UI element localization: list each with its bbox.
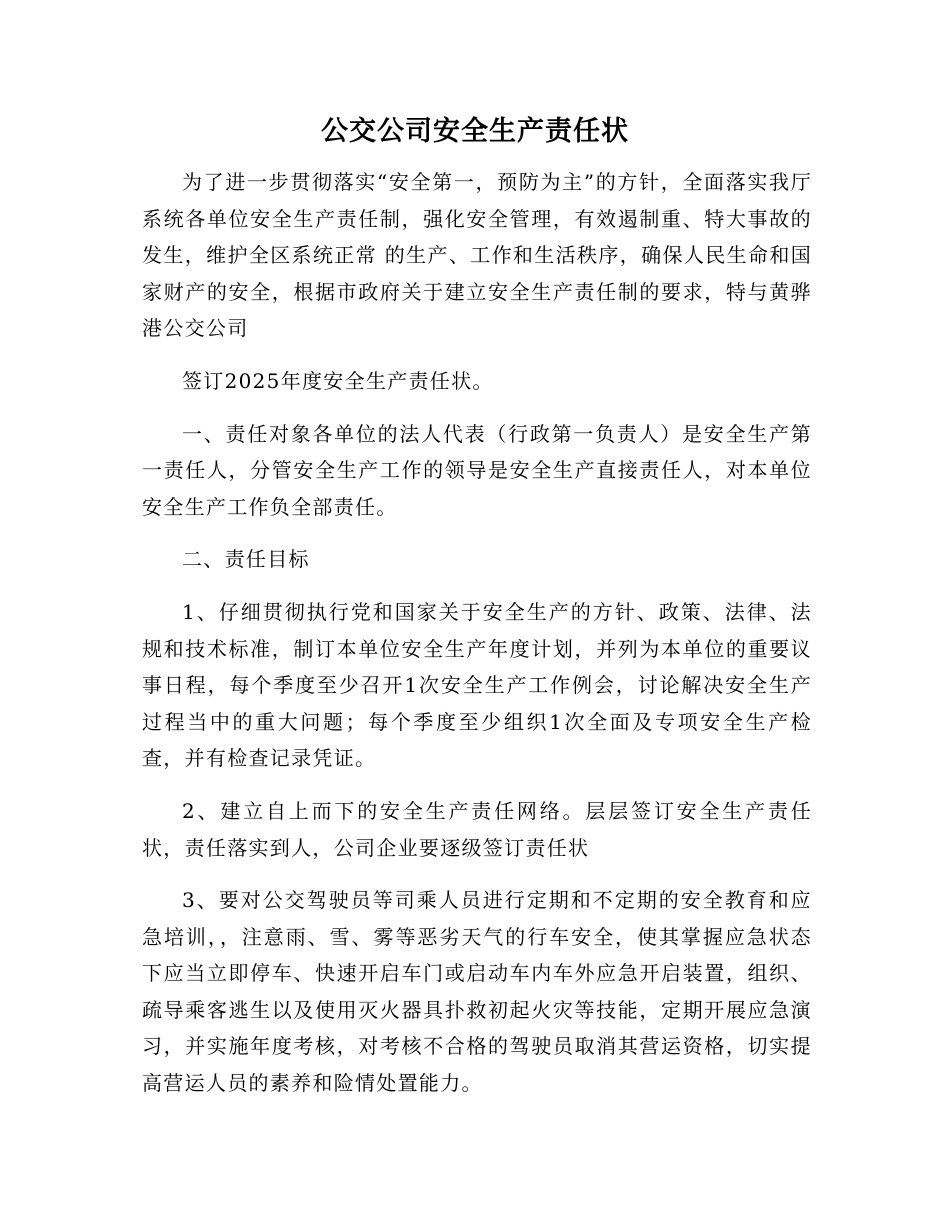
goal-item-1: 1、仔细贯彻执行党和国家关于安全生产的方针、政策、法律、法规和技术标准，制订本单位安全生产年度计划，并列为本单位的重要议事日程，每个季度至少召开1次安全生产工作例会，讨论解决安全生产过程当中的重大问题；每个季度至少组织1次全面及专项安全生产检查，并有检查记录凭证。 [142,599,812,771]
goal-item-2: 2、建立自上而下的安全生产责任网络。层层签订安全生产责任状，责任落实到人，公司企业要逐级签订责任状 [142,798,812,860]
document-body [142,164,812,1118]
document-title: 公交公司安全生产责任状 [321,116,629,147]
intro-paragraph: 为了进一步贯彻落实“安全第一，预防为主”的方针，全面落实我厅系统各单位安全生产责任制，强化安全管理，有效遏制重、特大事故的发生，维护全区系统正常 的生产、工作和生活秩序，确保人民生命和国家财产的安全，根据市政府关于建立安全生产责任制的要求，特与黄骅港公交公司 [142,170,812,341]
goal-item-3: 3、要对公交驾驶员等司乘人员进行定期和不定期的安全教育和应急培训，，注意雨、雪、雾等恶劣天气的行车安全，使其掌握应急状态下应当立即停车、快速开启车门或启动车内车外应急开启装置，组织、疏导乘客逃生以及使用灭火器具扑救初起火灾等技能，定期开展应急演习，并实施年度考核，对考核不合格的驾驶员取消其营运资格，切实提高营运人员的素养和险情处置能力。 [142,888,812,1096]
responsibility-goals-heading: 二、责任目标 [182,547,310,572]
responsibility-subject-paragraph: 一、责任对象各单位的法人代表（行政第一负责人）是安全生产第一责任人，分管安全生产工作的领导是安全生产直接责任人，对本单位安全生产工作负全部责任。 [142,421,812,519]
signing-paragraph: 签订2025年度安全生产责任状。 [182,368,494,393]
